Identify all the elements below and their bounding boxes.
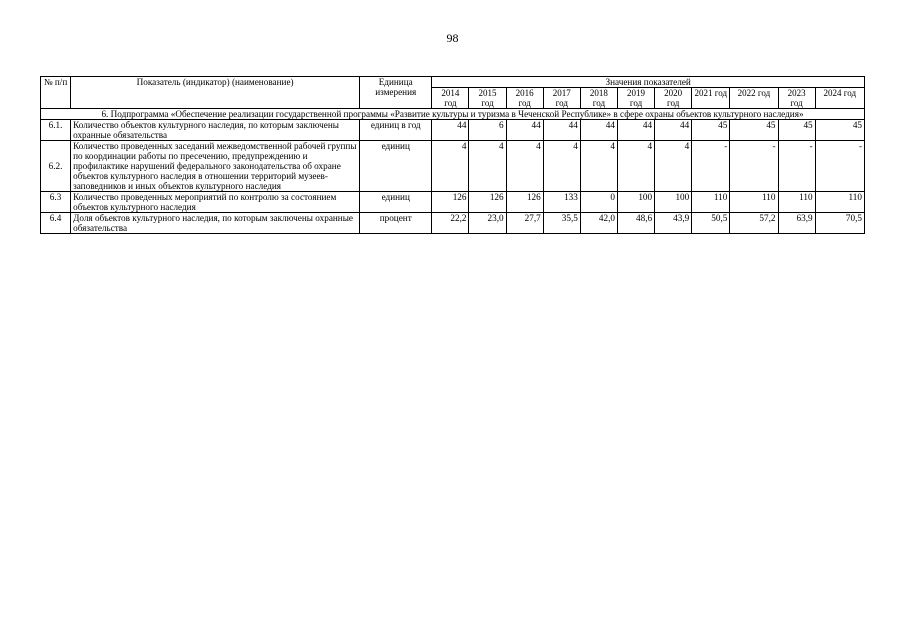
row-value: 126: [469, 192, 506, 213]
row-value: 57,2: [730, 213, 778, 234]
header-year: 2023 год: [778, 88, 815, 109]
row-value: -: [692, 141, 730, 192]
row-indicator-name: Количество объектов культурного наследия, по которым заключены охранные обязательства: [71, 120, 360, 141]
header-year: 2019 год: [617, 88, 654, 109]
row-value: 22,2: [432, 213, 469, 234]
row-value: 4: [432, 141, 469, 192]
row-indicator-name: Количество проведенных мероприятий по контролю за состоянием объектов культурного наследия: [71, 192, 360, 213]
row-unit: процент: [360, 213, 432, 234]
row-number: 6.3: [41, 192, 71, 213]
row-value: 44: [543, 120, 580, 141]
table-body: [41, 109, 865, 234]
row-value: 110: [692, 192, 730, 213]
header-year: 2014 год: [432, 88, 469, 109]
row-value: 48,6: [617, 213, 654, 234]
row-value: 23,0: [469, 213, 506, 234]
row-number: 6.2.: [41, 141, 71, 192]
row-value: 110: [815, 192, 864, 213]
header-year: 2021 год: [692, 88, 730, 109]
header-values-group: Значения показателей: [432, 77, 865, 88]
header-year: 2016 год: [506, 88, 543, 109]
row-value: 4: [469, 141, 506, 192]
row-number: 6.4: [41, 213, 71, 234]
row-value: 4: [655, 141, 692, 192]
table-header: [41, 77, 865, 109]
row-value: 4: [580, 141, 617, 192]
row-value: 133: [543, 192, 580, 213]
row-indicator-name: Количество проведенных заседаний межведомственной рабочей группы по координации работы по пресечению, предупреждению и профилактике нарушений федерального законодательства об охране объектов культурного наследия в отношении территорий музеев-заповедников и иных объектов культурного наследия: [71, 141, 360, 192]
row-value: 4: [617, 141, 654, 192]
header-year: 2015 год: [469, 88, 506, 109]
table-row: [41, 141, 865, 192]
row-value: 4: [543, 141, 580, 192]
row-value: -: [778, 141, 815, 192]
row-unit: единиц: [360, 192, 432, 213]
indicators-table: [40, 76, 865, 234]
row-value: 44: [506, 120, 543, 141]
row-value: 44: [580, 120, 617, 141]
row-value: 42,0: [580, 213, 617, 234]
row-value: 43,9: [655, 213, 692, 234]
row-value: 45: [692, 120, 730, 141]
row-value: 27,7: [506, 213, 543, 234]
row-value: 44: [655, 120, 692, 141]
header-year: 2020 год: [655, 88, 692, 109]
row-value: 45: [815, 120, 864, 141]
row-value: 100: [617, 192, 654, 213]
row-unit: единиц в год: [360, 120, 432, 141]
header-unit: Единица измерения: [360, 77, 432, 109]
header-year: 2018 год: [580, 88, 617, 109]
page-number: 98: [446, 31, 459, 45]
row-value: 44: [617, 120, 654, 141]
header-year: 2017 год: [543, 88, 580, 109]
row-value: 6: [469, 120, 506, 141]
table-row: [41, 120, 865, 141]
row-number: 6.1.: [41, 120, 71, 141]
row-value: 4: [506, 141, 543, 192]
row-value: 70,5: [815, 213, 864, 234]
row-value: 35,5: [543, 213, 580, 234]
table-row: [41, 192, 865, 213]
row-value: 110: [778, 192, 815, 213]
section-row: [41, 109, 865, 120]
row-value: -: [815, 141, 864, 192]
header-indicator: Показатель (индикатор) (наименование): [71, 77, 360, 109]
header-year: 2022 год: [730, 88, 778, 109]
row-indicator-name: Доля объектов культурного наследия, по которым заключены охранные обязательства: [71, 213, 360, 234]
row-unit: единиц: [360, 141, 432, 192]
row-value: 0: [580, 192, 617, 213]
section-title: 6. Подпрограмма «Обеспечение реализации государственной программы «Развитие культуры и туризма в Чеченской Республике» в сфере охраны объектов культурного наследия»: [41, 109, 865, 120]
row-value: -: [730, 141, 778, 192]
row-value: 63,9: [778, 213, 815, 234]
row-value: 44: [432, 120, 469, 141]
row-value: 45: [730, 120, 778, 141]
row-value: 100: [655, 192, 692, 213]
header-year: 2024 год: [815, 88, 864, 109]
header-num: № п/п: [41, 77, 71, 109]
row-value: 50,5: [692, 213, 730, 234]
row-value: 126: [506, 192, 543, 213]
row-value: 126: [432, 192, 469, 213]
row-value: 45: [778, 120, 815, 141]
row-value: 110: [730, 192, 778, 213]
table-row: [41, 213, 865, 234]
